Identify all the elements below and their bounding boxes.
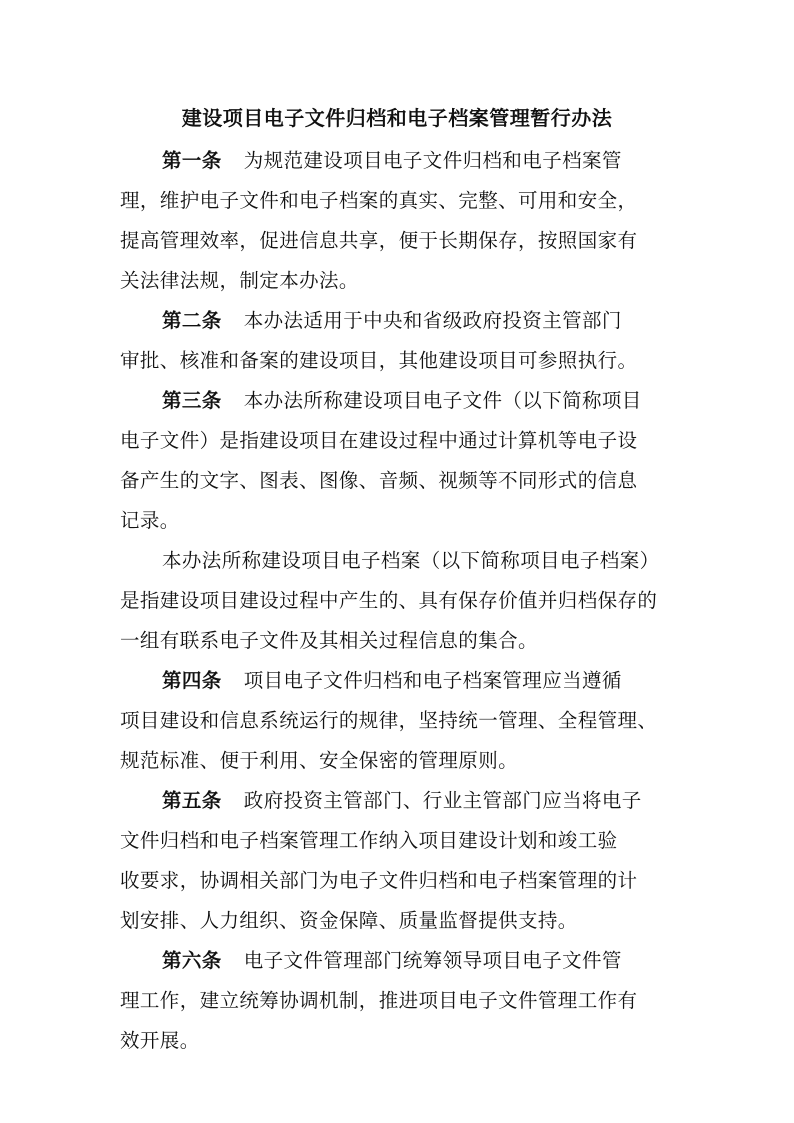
article-5-line-1 <box>120 781 710 821</box>
document-title: 建设项目电子文件归档和电子档案管理暂行办法 <box>181 106 613 130</box>
article-4-line-1 <box>120 661 710 701</box>
article-3-para-2-line-1: 本办法所称建设项目电子档案（以下简称项目电子档案） <box>162 549 660 572</box>
document-body <box>120 141 710 1061</box>
article-5-line-4: 划安排、人力组织、资金保障、质量监督提供支持。 <box>120 909 578 932</box>
article-1-label: 第一条 <box>162 149 222 172</box>
article-3-line-4: 记录。 <box>120 509 180 532</box>
article-2-line-1 <box>120 301 710 341</box>
article-6-line-1 <box>120 941 710 981</box>
article-1-line-4: 关法律法规，制定本办法。 <box>120 269 359 292</box>
article-5-line-3: 收要求，协调相关部门为电子文件归档和电子档案管理的计 <box>120 869 638 892</box>
article-5-label: 第五条 <box>162 789 222 812</box>
article-1-line-3: 提高管理效率，促进信息共享，便于长期保存，按照国家有 <box>120 229 638 252</box>
article-3-line-3: 备产生的文字、图表、图像、音频、视频等不同形式的信息 <box>120 469 638 492</box>
article-5-line-2: 文件归档和电子档案管理工作纳入项目建设计划和竣工验 <box>120 829 618 852</box>
article-6-line-2: 理工作，建立统筹协调机制，推进项目电子文件管理工作有 <box>120 989 638 1012</box>
article-2-line-2: 审批、核准和备案的建设项目，其他建设项目可参照执行。 <box>120 349 638 372</box>
article-4-text-1: 项目电子文件归档和电子档案管理应当遵循 <box>243 669 622 692</box>
article-2-text-1: 本办法适用于中央和省级政府投资主管部门 <box>243 309 622 332</box>
article-3-para-2-line-3: 一组有联系电子文件及其相关过程信息的集合。 <box>120 629 538 652</box>
article-1-line-2: 理，维护电子文件和电子档案的真实、完整、可用和安全， <box>120 189 638 212</box>
article-3-text-1: 本办法所称建设项目电子文件（以下简称项目 <box>243 389 642 412</box>
article-3-line-2: 电子文件）是指建设项目在建设过程中通过计算机等电子设 <box>120 429 638 452</box>
article-1-line-1 <box>120 141 710 181</box>
article-3-label: 第三条 <box>162 389 222 412</box>
article-4-line-3: 规范标准、便于利用、安全保密的管理原则。 <box>120 749 519 772</box>
article-4-label: 第四条 <box>162 669 222 692</box>
article-2-label: 第二条 <box>162 309 222 332</box>
article-6-line-3: 效开展。 <box>120 1029 200 1052</box>
article-3-para-2-line-2: 是指建设项目建设过程中产生的、具有保存价值并归档保存的 <box>120 589 658 612</box>
article-5-text-1: 政府投资主管部门、行业主管部门应当将电子 <box>243 789 642 812</box>
article-3-line-1 <box>120 381 710 421</box>
article-1-text-1: 为规范建设项目电子文件归档和电子档案管 <box>243 149 622 172</box>
article-6-label: 第六条 <box>162 949 222 972</box>
article-4-line-2: 项目建设和信息系统运行的规律，坚持统一管理、全程管理、 <box>120 709 658 732</box>
article-6-text-1: 电子文件管理部门统筹领导项目电子文件管 <box>243 949 622 972</box>
